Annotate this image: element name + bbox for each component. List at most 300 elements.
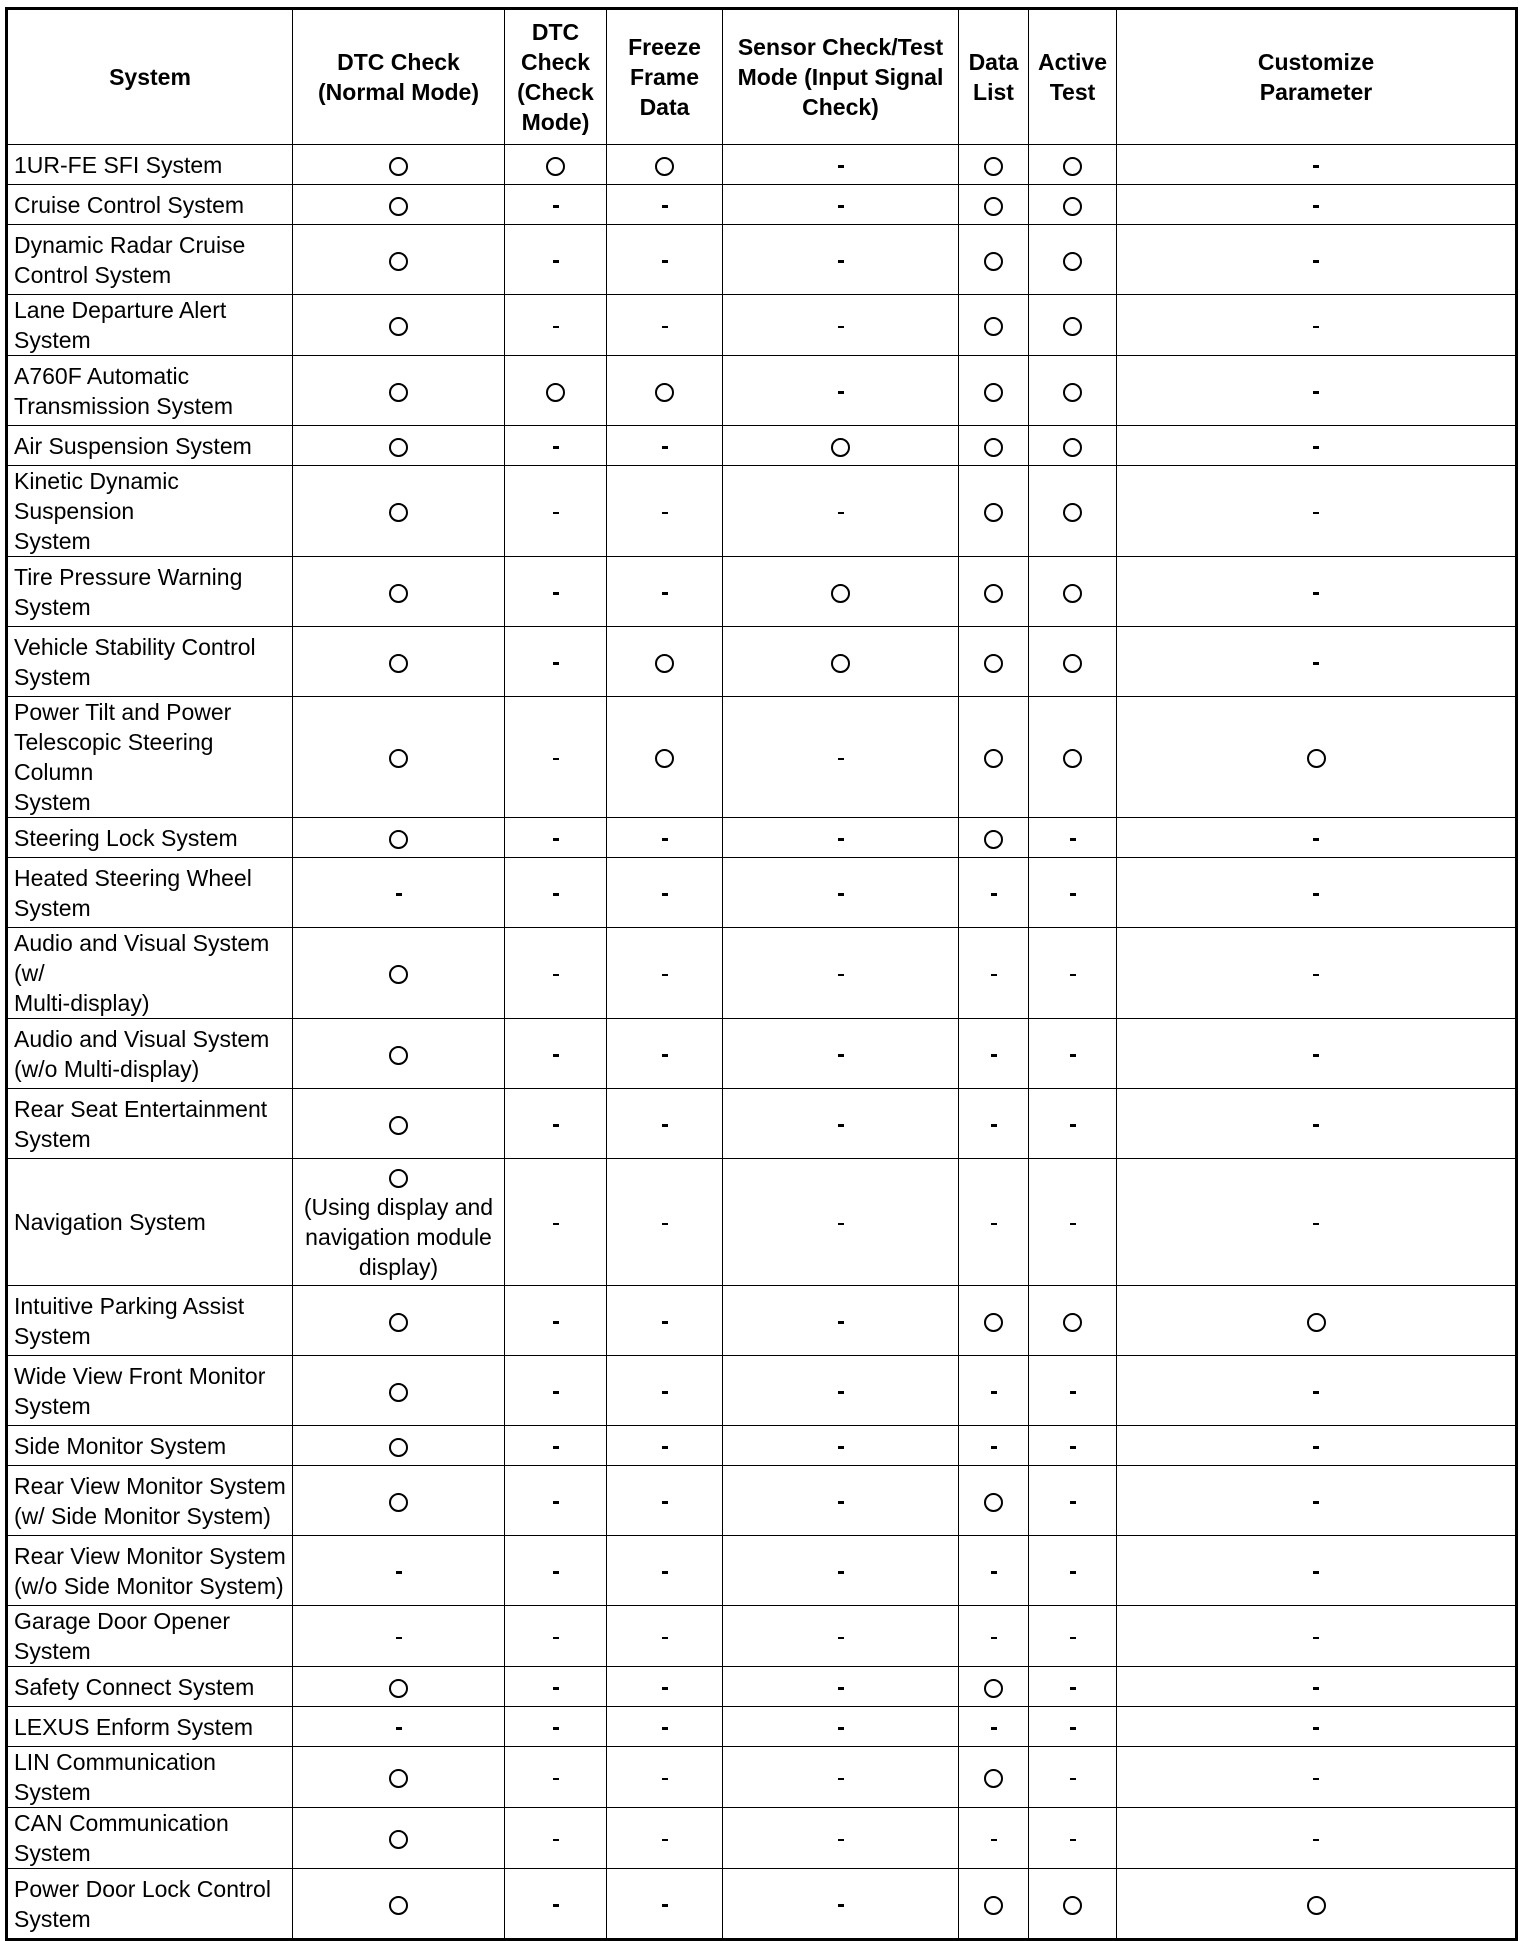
supported-circle-icon — [1063, 1896, 1082, 1915]
not-supported-dash-icon — [1313, 1839, 1319, 1842]
support-cell-data-list — [959, 1356, 1029, 1426]
navigation-note: (Using display and navigation module display) — [303, 1194, 494, 1280]
not-supported-dash-icon — [553, 1904, 559, 1907]
not-supported-dash-icon — [662, 512, 668, 515]
support-cell-customize-parameter — [1117, 818, 1517, 858]
supported-circle-icon — [389, 1046, 408, 1065]
support-cell-dtc-check — [505, 356, 607, 426]
support-cell-data-list — [959, 1466, 1029, 1536]
support-cell-dtc-check — [505, 627, 607, 697]
not-supported-dash-icon — [662, 326, 668, 329]
support-cell-dtc-normal — [293, 1286, 505, 1356]
support-cell-sensor-check — [723, 1707, 959, 1747]
support-cell-data-list — [959, 1808, 1029, 1869]
not-supported-dash-icon — [662, 260, 668, 263]
not-supported-dash-icon — [662, 205, 668, 208]
column-header-active-test: Active Test — [1029, 9, 1117, 145]
not-supported-dash-icon — [991, 1124, 997, 1127]
not-supported-dash-icon — [838, 1778, 844, 1781]
support-cell-data-list — [959, 1286, 1029, 1356]
table-row — [7, 557, 1517, 627]
not-supported-dash-icon — [1313, 391, 1319, 394]
support-cell-customize-parameter — [1117, 627, 1517, 697]
support-cell-freeze-frame — [607, 1426, 723, 1466]
support-cell-customize-parameter — [1117, 295, 1517, 356]
not-supported-dash-icon — [553, 1778, 559, 1781]
supported-circle-icon — [389, 252, 408, 271]
table-row — [7, 1536, 1517, 1606]
not-supported-dash-icon — [1313, 974, 1319, 977]
support-cell-dtc-normal — [293, 1466, 505, 1536]
not-supported-dash-icon — [1313, 326, 1319, 329]
table-row — [7, 697, 1517, 818]
supported-circle-icon — [984, 830, 1003, 849]
support-cell-customize-parameter — [1117, 426, 1517, 466]
supported-circle-icon — [389, 1313, 408, 1332]
system-name-cell: Garage Door Opener System — [7, 1606, 293, 1667]
table-row — [7, 1356, 1517, 1426]
not-supported-dash-icon — [991, 1571, 997, 1574]
support-cell-data-list — [959, 1089, 1029, 1159]
support-cell-dtc-normal — [293, 1536, 505, 1606]
not-supported-dash-icon — [1313, 205, 1319, 208]
supported-circle-icon — [984, 1769, 1003, 1788]
not-supported-dash-icon — [553, 260, 559, 263]
function-table-sheet — [5, 7, 1515, 1941]
column-header-dtc-check: DTC Check (Check Mode) — [505, 9, 607, 145]
support-cell-active-test — [1029, 426, 1117, 466]
not-supported-dash-icon — [1313, 1223, 1319, 1226]
supported-circle-icon — [389, 1116, 408, 1135]
support-cell-sensor-check — [723, 295, 959, 356]
support-cell-sensor-check — [723, 1286, 959, 1356]
not-supported-dash-icon — [1070, 1223, 1076, 1226]
not-supported-dash-icon — [662, 1727, 668, 1730]
supported-circle-icon — [389, 1679, 408, 1698]
support-cell-dtc-check — [505, 1466, 607, 1536]
support-cell-customize-parameter — [1117, 1019, 1517, 1089]
support-cell-sensor-check — [723, 858, 959, 928]
system-name-cell: Heated Steering Wheel System — [7, 858, 293, 928]
support-cell-sensor-check — [723, 1159, 959, 1286]
support-cell-customize-parameter — [1117, 145, 1517, 185]
support-cell-freeze-frame — [607, 225, 723, 295]
not-supported-dash-icon — [553, 512, 559, 515]
supported-circle-icon — [389, 1830, 408, 1849]
support-cell-dtc-normal — [293, 1356, 505, 1426]
supported-circle-icon — [984, 749, 1003, 768]
support-cell-data-list — [959, 818, 1029, 858]
support-cell-data-list — [959, 627, 1029, 697]
supported-circle-icon — [984, 438, 1003, 457]
table-row — [7, 466, 1517, 557]
column-header-customize-parameter: Customize Parameter — [1117, 9, 1517, 145]
not-supported-dash-icon — [1313, 1727, 1319, 1730]
support-cell-data-list — [959, 1747, 1029, 1808]
supported-circle-icon — [389, 1769, 408, 1788]
supported-circle-icon — [984, 584, 1003, 603]
not-supported-dash-icon — [991, 974, 997, 977]
supported-circle-icon — [655, 157, 674, 176]
support-cell-sensor-check — [723, 928, 959, 1019]
supported-circle-icon — [984, 1896, 1003, 1915]
support-cell-dtc-normal — [293, 557, 505, 627]
support-cell-freeze-frame — [607, 1536, 723, 1606]
supported-circle-icon — [984, 383, 1003, 402]
supported-circle-icon — [655, 749, 674, 768]
table-row — [7, 1606, 1517, 1667]
support-cell-dtc-check — [505, 1536, 607, 1606]
system-name-cell: LIN Communication System — [7, 1747, 293, 1808]
support-cell-dtc-normal — [293, 697, 505, 818]
not-supported-dash-icon — [838, 1321, 844, 1324]
support-cell-dtc-check — [505, 1707, 607, 1747]
supported-circle-icon — [1307, 1313, 1326, 1332]
not-supported-dash-icon — [1070, 1054, 1076, 1057]
not-supported-dash-icon — [553, 838, 559, 841]
support-cell-data-list — [959, 1606, 1029, 1667]
support-cell-sensor-check — [723, 557, 959, 627]
table-row — [7, 1466, 1517, 1536]
system-name-cell: Steering Lock System — [7, 818, 293, 858]
support-cell-active-test — [1029, 1019, 1117, 1089]
support-cell-data-list — [959, 557, 1029, 627]
support-cell-customize-parameter — [1117, 1869, 1517, 1940]
not-supported-dash-icon — [553, 1321, 559, 1324]
not-supported-dash-icon — [553, 592, 559, 595]
not-supported-dash-icon — [991, 1839, 997, 1842]
not-supported-dash-icon — [1070, 1637, 1076, 1640]
support-cell-customize-parameter — [1117, 1356, 1517, 1426]
column-header-sensor-check: Sensor Check/Test Mode (Input Signal Check) — [723, 9, 959, 145]
not-supported-dash-icon — [553, 893, 559, 896]
not-supported-dash-icon — [1070, 1687, 1076, 1690]
system-name-cell: Lane Departure Alert System — [7, 295, 293, 356]
support-cell-sensor-check — [723, 145, 959, 185]
support-cell-customize-parameter — [1117, 1536, 1517, 1606]
supported-circle-icon — [389, 503, 408, 522]
support-cell-active-test — [1029, 1808, 1117, 1869]
table-row — [7, 818, 1517, 858]
support-cell-dtc-check — [505, 1089, 607, 1159]
support-cell-customize-parameter — [1117, 1426, 1517, 1466]
table-row — [7, 1747, 1517, 1808]
support-cell-dtc-normal — [293, 1426, 505, 1466]
support-cell-customize-parameter — [1117, 1159, 1517, 1286]
supported-circle-icon — [1063, 749, 1082, 768]
support-cell-freeze-frame — [607, 1286, 723, 1356]
system-name-cell: Wide View Front Monitor System — [7, 1356, 293, 1426]
supported-circle-icon — [831, 654, 850, 673]
support-cell-active-test — [1029, 1869, 1117, 1940]
support-cell-freeze-frame — [607, 1707, 723, 1747]
support-cell-freeze-frame — [607, 356, 723, 426]
not-supported-dash-icon — [662, 838, 668, 841]
supported-circle-icon — [984, 503, 1003, 522]
supported-circle-icon — [389, 438, 408, 457]
supported-circle-icon — [389, 197, 408, 216]
support-cell-customize-parameter — [1117, 557, 1517, 627]
system-name-cell: CAN Communication System — [7, 1808, 293, 1869]
support-cell-dtc-normal — [293, 145, 505, 185]
system-name-cell: Rear View Monitor System (w/ Side Monitor System) — [7, 1466, 293, 1536]
support-cell-dtc-normal — [293, 185, 505, 225]
not-supported-dash-icon — [553, 974, 559, 977]
support-cell-dtc-check — [505, 1356, 607, 1426]
support-cell-data-list — [959, 697, 1029, 818]
support-cell-data-list — [959, 1019, 1029, 1089]
support-cell-customize-parameter — [1117, 1606, 1517, 1667]
not-supported-dash-icon — [662, 1904, 668, 1907]
support-cell-freeze-frame — [607, 185, 723, 225]
column-header-freeze-frame: Freeze Frame Data — [607, 9, 723, 145]
system-name-cell: LEXUS Enform System — [7, 1707, 293, 1747]
not-supported-dash-icon — [1313, 838, 1319, 841]
not-supported-dash-icon — [1070, 1446, 1076, 1449]
not-supported-dash-icon — [396, 1571, 402, 1574]
support-cell-dtc-check — [505, 1019, 607, 1089]
support-cell-active-test — [1029, 356, 1117, 426]
not-supported-dash-icon — [553, 1501, 559, 1504]
not-supported-dash-icon — [1313, 1054, 1319, 1057]
support-cell-active-test — [1029, 928, 1117, 1019]
support-cell-sensor-check — [723, 697, 959, 818]
not-supported-dash-icon — [838, 1391, 844, 1394]
not-supported-dash-icon — [838, 974, 844, 977]
support-cell-sensor-check — [723, 1606, 959, 1667]
support-cell-freeze-frame — [607, 145, 723, 185]
support-cell-freeze-frame — [607, 627, 723, 697]
support-cell-dtc-normal — [293, 356, 505, 426]
support-cell-freeze-frame — [607, 1869, 723, 1940]
not-supported-dash-icon — [662, 893, 668, 896]
support-cell-data-list — [959, 225, 1029, 295]
support-cell-active-test — [1029, 225, 1117, 295]
support-cell-data-list — [959, 145, 1029, 185]
support-cell-customize-parameter — [1117, 1707, 1517, 1747]
not-supported-dash-icon — [991, 1391, 997, 1394]
support-cell-customize-parameter — [1117, 185, 1517, 225]
support-cell-data-list — [959, 1869, 1029, 1940]
header-row — [7, 9, 1517, 145]
support-cell-active-test — [1029, 1707, 1117, 1747]
not-supported-dash-icon — [553, 1727, 559, 1730]
support-cell-data-list — [959, 295, 1029, 356]
system-name-cell: Power Tilt and Power Telescopic Steering Column System — [7, 697, 293, 818]
support-cell-freeze-frame — [607, 1808, 723, 1869]
support-cell-sensor-check — [723, 1356, 959, 1426]
supported-circle-icon — [831, 584, 850, 603]
support-cell-sensor-check — [723, 818, 959, 858]
support-cell-data-list — [959, 1667, 1029, 1707]
supported-circle-icon — [1063, 383, 1082, 402]
not-supported-dash-icon — [1313, 1571, 1319, 1574]
supported-circle-icon — [984, 317, 1003, 336]
support-cell-dtc-normal — [293, 1707, 505, 1747]
support-cell-sensor-check — [723, 1089, 959, 1159]
support-cell-sensor-check — [723, 1808, 959, 1869]
system-name-cell: 1UR-FE SFI System — [7, 145, 293, 185]
not-supported-dash-icon — [662, 1391, 668, 1394]
table-row — [7, 627, 1517, 697]
support-cell-sensor-check — [723, 1466, 959, 1536]
not-supported-dash-icon — [662, 1054, 668, 1057]
not-supported-dash-icon — [553, 1124, 559, 1127]
support-cell-dtc-normal — [293, 1869, 505, 1940]
not-supported-dash-icon — [991, 1054, 997, 1057]
support-cell-freeze-frame — [607, 928, 723, 1019]
support-cell-freeze-frame — [607, 818, 723, 858]
supported-circle-icon — [1063, 438, 1082, 457]
support-cell-sensor-check — [723, 356, 959, 426]
system-name-cell: A760F Automatic Transmission System — [7, 356, 293, 426]
system-name-cell: Audio and Visual System (w/ Multi-display) — [7, 928, 293, 1019]
support-cell-active-test — [1029, 557, 1117, 627]
support-cell-customize-parameter — [1117, 1466, 1517, 1536]
not-supported-dash-icon — [553, 1054, 559, 1057]
support-cell-dtc-normal — [293, 1747, 505, 1808]
system-name-cell: Power Door Lock Control System — [7, 1869, 293, 1940]
supported-circle-icon — [389, 1493, 408, 1512]
column-header-dtc-normal: DTC Check (Normal Mode) — [293, 9, 505, 145]
not-supported-dash-icon — [1313, 893, 1319, 896]
support-cell-dtc-check — [505, 928, 607, 1019]
supported-circle-icon — [984, 252, 1003, 271]
supported-circle-icon — [1063, 1313, 1082, 1332]
support-cell-customize-parameter — [1117, 1286, 1517, 1356]
not-supported-dash-icon — [662, 1446, 668, 1449]
support-cell-dtc-normal — [293, 426, 505, 466]
not-supported-dash-icon — [1070, 1839, 1076, 1842]
support-cell-sensor-check — [723, 185, 959, 225]
not-supported-dash-icon — [838, 165, 844, 168]
table-row — [7, 1426, 1517, 1466]
table-row — [7, 225, 1517, 295]
support-cell-dtc-check — [505, 225, 607, 295]
table-row — [7, 1089, 1517, 1159]
support-cell-customize-parameter — [1117, 858, 1517, 928]
support-cell-dtc-check — [505, 1426, 607, 1466]
supported-circle-icon — [546, 157, 565, 176]
not-supported-dash-icon — [1313, 512, 1319, 515]
not-supported-dash-icon — [838, 512, 844, 515]
table-row — [7, 145, 1517, 185]
support-cell-dtc-normal — [293, 1019, 505, 1089]
support-cell-active-test — [1029, 185, 1117, 225]
support-cell-freeze-frame — [607, 858, 723, 928]
table-row — [7, 356, 1517, 426]
not-supported-dash-icon — [1070, 1727, 1076, 1730]
support-cell-dtc-normal — [293, 1159, 505, 1286]
support-cell-dtc-check — [505, 295, 607, 356]
support-cell-active-test — [1029, 1747, 1117, 1808]
support-cell-dtc-check — [505, 1606, 607, 1667]
not-supported-dash-icon — [553, 1571, 559, 1574]
not-supported-dash-icon — [1313, 592, 1319, 595]
support-cell-customize-parameter — [1117, 356, 1517, 426]
support-cell-dtc-check — [505, 1747, 607, 1808]
supported-circle-icon — [389, 1896, 408, 1915]
supported-circle-icon — [1063, 317, 1082, 336]
system-name-cell: Vehicle Stability Control System — [7, 627, 293, 697]
not-supported-dash-icon — [553, 1446, 559, 1449]
support-cell-freeze-frame — [607, 426, 723, 466]
support-cell-dtc-normal — [293, 225, 505, 295]
support-cell-dtc-normal — [293, 1089, 505, 1159]
not-supported-dash-icon — [991, 1446, 997, 1449]
not-supported-dash-icon — [991, 1727, 997, 1730]
support-cell-dtc-check — [505, 697, 607, 818]
support-cell-data-list — [959, 858, 1029, 928]
not-supported-dash-icon — [1313, 446, 1319, 449]
not-supported-dash-icon — [1313, 1391, 1319, 1394]
support-cell-active-test — [1029, 1426, 1117, 1466]
supported-circle-icon — [1063, 157, 1082, 176]
support-cell-dtc-normal — [293, 1808, 505, 1869]
support-cell-sensor-check — [723, 1747, 959, 1808]
not-supported-dash-icon — [838, 1727, 844, 1730]
not-supported-dash-icon — [662, 1571, 668, 1574]
support-cell-sensor-check — [723, 1426, 959, 1466]
support-cell-dtc-check — [505, 1159, 607, 1286]
not-supported-dash-icon — [1070, 1501, 1076, 1504]
support-cell-dtc-check — [505, 858, 607, 928]
support-cell-active-test — [1029, 818, 1117, 858]
not-supported-dash-icon — [991, 1637, 997, 1640]
support-cell-active-test — [1029, 858, 1117, 928]
not-supported-dash-icon — [1313, 165, 1319, 168]
support-cell-data-list — [959, 1707, 1029, 1747]
support-cell-freeze-frame — [607, 1089, 723, 1159]
support-cell-dtc-normal — [293, 1606, 505, 1667]
support-cell-freeze-frame — [607, 1606, 723, 1667]
not-supported-dash-icon — [838, 1687, 844, 1690]
not-supported-dash-icon — [662, 1839, 668, 1842]
not-supported-dash-icon — [553, 662, 559, 665]
support-cell-dtc-check — [505, 557, 607, 627]
table-row — [7, 426, 1517, 466]
support-cell-freeze-frame — [607, 295, 723, 356]
table-row — [7, 928, 1517, 1019]
not-supported-dash-icon — [838, 205, 844, 208]
support-cell-data-list — [959, 466, 1029, 557]
not-supported-dash-icon — [553, 1839, 559, 1842]
not-supported-dash-icon — [838, 758, 844, 761]
support-cell-customize-parameter — [1117, 928, 1517, 1019]
support-cell-dtc-check — [505, 145, 607, 185]
support-cell-sensor-check — [723, 627, 959, 697]
support-cell-active-test — [1029, 1356, 1117, 1426]
table-row — [7, 1869, 1517, 1940]
supported-circle-icon — [655, 383, 674, 402]
support-cell-sensor-check — [723, 1536, 959, 1606]
system-name-cell: Rear View Monitor System (w/o Side Monitor System) — [7, 1536, 293, 1606]
support-cell-active-test — [1029, 627, 1117, 697]
not-supported-dash-icon — [838, 1904, 844, 1907]
support-cell-active-test — [1029, 1089, 1117, 1159]
support-cell-freeze-frame — [607, 1019, 723, 1089]
table-row — [7, 295, 1517, 356]
supported-circle-icon — [389, 383, 408, 402]
support-cell-dtc-check — [505, 1869, 607, 1940]
not-supported-dash-icon — [1313, 1124, 1319, 1127]
not-supported-dash-icon — [553, 1637, 559, 1640]
support-cell-freeze-frame — [607, 697, 723, 818]
support-cell-sensor-check — [723, 1869, 959, 1940]
support-cell-data-list — [959, 1426, 1029, 1466]
table-row — [7, 1667, 1517, 1707]
support-cell-active-test — [1029, 466, 1117, 557]
